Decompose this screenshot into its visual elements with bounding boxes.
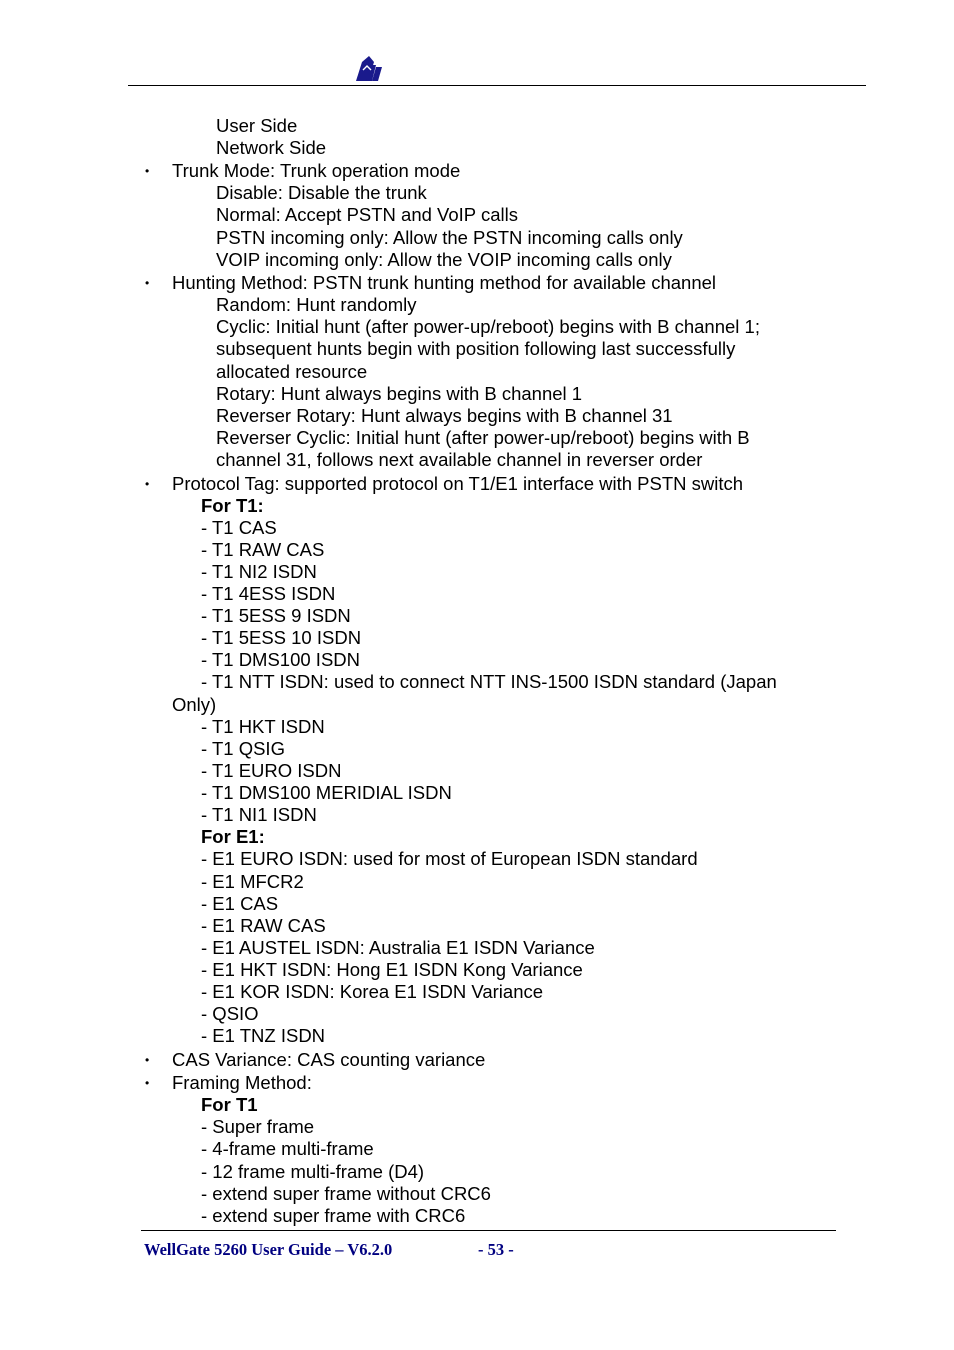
footer-rule [141, 1230, 836, 1231]
body-line: channel 31, follows next available channel in reverser order [216, 449, 703, 470]
body-line: Reverser Cyclic: Initial hunt (after power-up/reboot) begins with B [216, 427, 750, 448]
subheading: For T1: [201, 495, 264, 516]
body-line: subsequent hunts begin with position following last successfully [216, 338, 736, 359]
list-item: - T1 CAS [201, 517, 277, 538]
body-line: Disable: Disable the trunk [216, 182, 427, 203]
bullet-item: Protocol Tag: supported protocol on T1/E1 interface with PSTN switch [172, 473, 744, 494]
bullet-item: Framing Method: [172, 1072, 312, 1093]
list-item: - E1 CAS [201, 893, 279, 914]
list-item: - E1 TNZ ISDN [201, 1025, 326, 1046]
list-item: - T1 HKT ISDN [201, 716, 325, 737]
bullet-glyph: • [145, 164, 150, 178]
list-item: - Super frame [201, 1116, 315, 1137]
company-logo-icon [354, 56, 384, 82]
list-item: - T1 NTT ISDN: used to connect NTT INS-1500 ISDN standard (Japan [201, 671, 777, 692]
body-line: PSTN incoming only: Allow the PSTN incoming calls only [216, 227, 683, 248]
page-number: - 53 - [478, 1240, 514, 1259]
bullet-glyph: • [145, 276, 150, 290]
body-line: Rotary: Hunt always begins with B channel 1 [216, 383, 583, 404]
list-item: - T1 DMS100 MERIDIAL ISDN [201, 782, 452, 803]
list-item: - E1 RAW CAS [201, 915, 326, 936]
list-item: - T1 NI1 ISDN [201, 804, 317, 825]
list-item: - extend super frame with CRC6 [201, 1205, 466, 1226]
bullet-item: CAS Variance: CAS counting variance [172, 1049, 486, 1070]
list-item: - E1 AUSTEL ISDN: Australia E1 ISDN Variance [201, 937, 595, 958]
list-item-continuation: Only) [172, 694, 217, 715]
list-item: - T1 RAW CAS [201, 539, 325, 560]
list-item: - T1 4ESS ISDN [201, 583, 336, 604]
subheading: For E1: [201, 826, 265, 847]
body-line: Cyclic: Initial hunt (after power-up/reboot) begins with B channel 1; [216, 316, 760, 337]
header-rule [128, 85, 866, 86]
subheading: For T1 [201, 1094, 258, 1115]
bullet-glyph: • [145, 1053, 150, 1067]
list-item: - T1 5ESS 10 ISDN [201, 627, 362, 648]
body-line: Reverser Rotary: Hunt always begins with B channel 31 [216, 405, 673, 426]
list-item: - T1 DMS100 ISDN [201, 649, 361, 670]
list-item: - T1 EURO ISDN [201, 760, 342, 781]
list-item: - T1 NI2 ISDN [201, 561, 317, 582]
list-item: - E1 HKT ISDN: Hong E1 ISDN Kong Variance [201, 959, 583, 980]
list-item: - T1 QSIG [201, 738, 285, 759]
body-line: VOIP incoming only: Allow the VOIP incoming calls only [216, 249, 672, 270]
footer-title: WellGate 5260 User Guide – V6.2.0 [144, 1240, 393, 1259]
list-item: - E1 MFCR2 [201, 871, 304, 892]
list-item: - E1 KOR ISDN: Korea E1 ISDN Variance [201, 981, 544, 1002]
list-item: - 4-frame multi-frame [201, 1138, 374, 1159]
list-item: - extend super frame without CRC6 [201, 1183, 491, 1204]
list-item: - 12 frame multi-frame (D4) [201, 1161, 425, 1182]
list-item: - QSIO [201, 1003, 259, 1024]
bullet-item: Hunting Method: PSTN trunk hunting method for available channel [172, 272, 717, 293]
list-item: - E1 EURO ISDN: used for most of European ISDN standard [201, 848, 698, 869]
body-line: User Side [216, 115, 298, 136]
body-line: Normal: Accept PSTN and VoIP calls [216, 204, 518, 225]
bullet-glyph: • [145, 1076, 150, 1090]
body-line: Random: Hunt randomly [216, 294, 417, 315]
bullet-item: Trunk Mode: Trunk operation mode [172, 160, 461, 181]
body-line: Network Side [216, 137, 327, 158]
bullet-glyph: • [145, 477, 150, 491]
list-item: - T1 5ESS 9 ISDN [201, 605, 351, 626]
body-line: allocated resource [216, 361, 368, 382]
